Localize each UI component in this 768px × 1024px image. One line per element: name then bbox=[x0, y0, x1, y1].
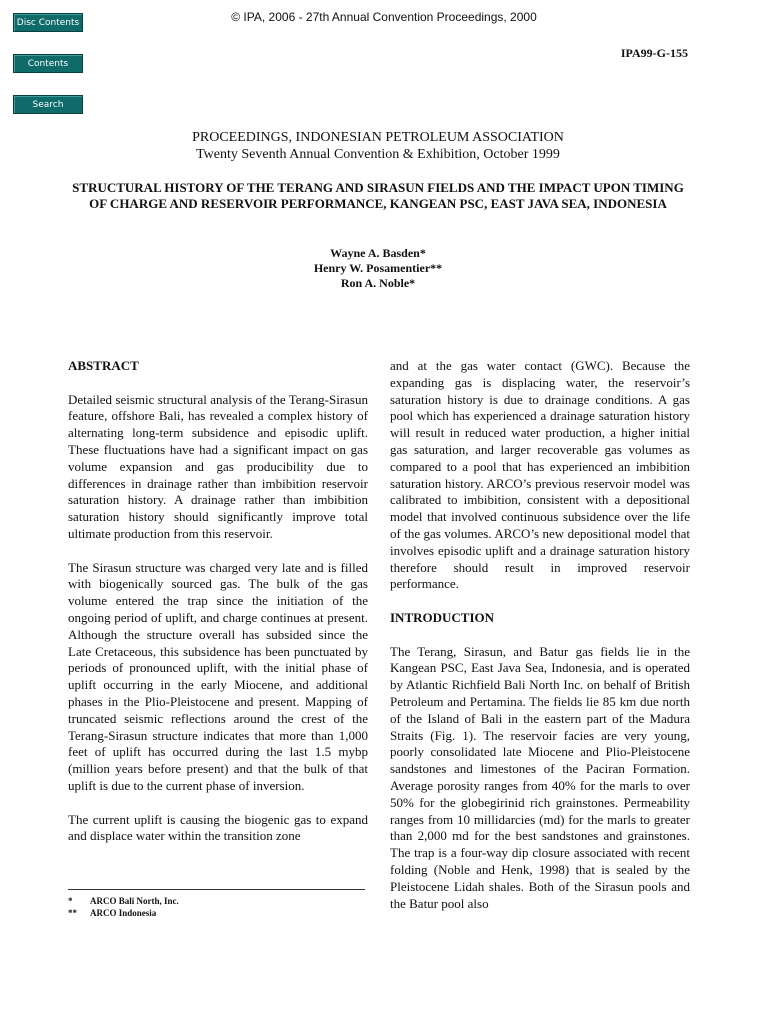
contents-button[interactable]: Contents bbox=[13, 54, 83, 73]
author: Ron A. Noble* bbox=[340, 276, 416, 290]
paper-id: IPA99-G-155 bbox=[620, 46, 688, 60]
footnote-text: ARCO Indonesia bbox=[90, 908, 157, 918]
abstract-paragraph: The current uplift is causing the biogenic gas to expand and displace water within the transition zone bbox=[68, 811, 368, 844]
abstract-paragraph: The Sirasun structure was charged very late and is filled with biogenically sourced gas. The bulk of the gas volume entered the trap since the initiation of the ongoing period of uplift, and charge continues at present. Although the structure overall has subsided since the Late Cretaceous, this subsidence has been punctuated by periods of pronounced uplift, with the initial phase of uplift occurring in the early Miocene, and additional phases in the Plio-Pleistocene and present. Mapping of truncated seismic reflections around the crest of the Terang-Sirasun structure indicates that more than 1,000 feet of uplift has occurred during the last 1.5 mybp (million years before present) and that the bulk of that uplift is due to the current phase of inversion. bbox=[68, 559, 368, 793]
search-button[interactable]: Search bbox=[13, 95, 83, 114]
footnote-mark: ** bbox=[68, 908, 77, 918]
abstract-paragraph: and at the gas water contact (GWC). Because the expanding gas is displacing water, the reservoir’s saturation history is due to drainage conditions. A gas pool which has experienced a drainage saturation history will result in reduced water production, a higher initial gas saturation, and larger recoverable gas volumes as compared to a pool that has experienced an imbibition saturation history. ARCO’s previous reservoir model was calibrated to imbibition, consistent with a depositional model that involved continuous subsidence over the life of the gas volumes. ARCO’s new depositional model that involves episodic uplift and a drainage saturation history therefore should result in improved reservoir performance. bbox=[390, 358, 690, 592]
author: Henry W. Posamentier** bbox=[313, 261, 443, 275]
abstract-paragraph: Detailed seismic structural analysis of the Terang-Sirasun feature, offshore Bali, has revealed a complex history of alternating long-term subsidence and episodic uplift. These fluctuations have had a significant impact on gas volume expansion and gas producibility due to differences in drainage rather than imbibition reservoir saturation history. A drainage rather than imbibition saturation history should significantly improve total ultimate production from this reservoir. bbox=[68, 391, 368, 541]
paper-title: STRUCTURAL HISTORY OF THE TERANG AND SIRASUN FIELDS AND THE IMPACT UPON TIMING OF CHARGE AND RESERVOIR PERFORMANCE, KANGEAN PSC, EAST JAVA SEA, INDONESIA bbox=[72, 180, 684, 211]
footnote-text: ARCO Bali North, Inc. bbox=[90, 896, 179, 906]
right-column bbox=[390, 358, 690, 929]
author: Wayne A. Basden* bbox=[330, 246, 426, 260]
disc-contents-button[interactable]: Disc Contents bbox=[13, 13, 83, 32]
proceedings-line-1: PROCEEDINGS, INDONESIAN PETROLEUM ASSOCIATION bbox=[192, 130, 564, 145]
footnote bbox=[68, 907, 156, 919]
author-list bbox=[68, 246, 688, 291]
introduction-paragraph: The Terang, Sirasun, and Batur gas fields lie in the Kangean PSC, East Java Sea, Indonesia, and is operated by Atlantic Richfield Bali North Inc. on behalf of British Petroleum and Pertamina. The fields lie 85 km due north of the Island of Bali in the eastern part of the Madura Straits (Fig. 1). The reservoir facies are very young, poorly consolidated late Miocene and Plio-Pleistocene sandstones and limestones of the Paciran Formation. Average porosity ranges from 40% for the marls to over 50% for the globegirinid rich grainstones. Permeability ranges from 10 millidarcies (md) for the marls to greater than 2,000 md for the best sandstones and grainstones. The trap is a four-way dip closure associated with recent folding (Noble and Henk, 1998) that is sealed by the Pleistocene Lidah shales. Both of the Sirasun pools and the Batur pool also bbox=[390, 643, 690, 911]
proceedings-line-2: Twenty Seventh Annual Convention & Exhibition, October 1999 bbox=[196, 147, 560, 162]
introduction-heading: INTRODUCTION bbox=[390, 609, 495, 625]
abstract-heading: ABSTRACT bbox=[68, 358, 139, 373]
footnote-mark: * bbox=[68, 896, 73, 906]
footnote-divider bbox=[68, 889, 365, 890]
copyright-line: © IPA, 2006 - 27th Annual Convention Proceedings, 2000 bbox=[231, 10, 537, 24]
footnote bbox=[68, 895, 179, 907]
left-column bbox=[68, 358, 368, 862]
proceedings-header bbox=[68, 129, 688, 163]
